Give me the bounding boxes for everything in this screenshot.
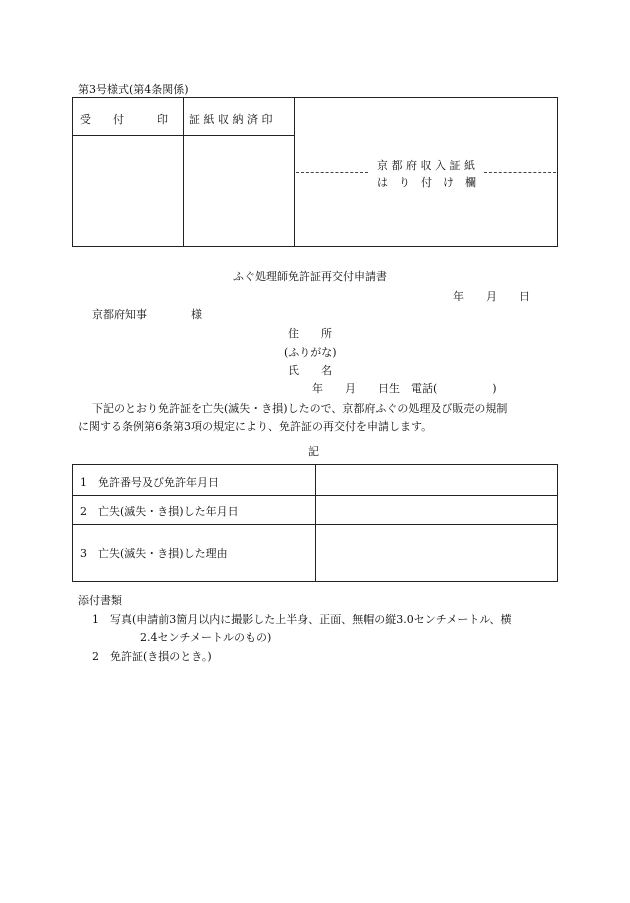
- attachment-item-1-cont: 2.4センチメートルのもの): [140, 631, 272, 644]
- loss-date-field[interactable]: [318, 497, 556, 523]
- attachment-item-1: 1 写真(申請前3箇月以内に撮影した上半身、正面、無帽の縦3.0センチメートル、横: [92, 613, 512, 626]
- date-line: 年 月 日: [453, 290, 530, 303]
- license-number-field[interactable]: [318, 466, 556, 494]
- stamp-area-label-2: は り 付 け 欄: [377, 176, 476, 189]
- addressee: 京都府知事 様: [92, 308, 202, 321]
- stamp-collected-label: 証 紙 収 納 済 印: [189, 113, 273, 126]
- attachment-item-2: 2 免許証(き損のとき。): [92, 650, 212, 663]
- loss-reason-field[interactable]: [318, 526, 556, 580]
- table-row-label: 3 亡失(滅失・き損)した理由: [80, 547, 228, 560]
- form-number: 第3号様式(第4条関係): [78, 83, 189, 96]
- ki-mark: 記: [308, 445, 319, 458]
- name-label: 氏 名: [288, 364, 332, 377]
- furigana-label: (ふりがな): [284, 346, 337, 359]
- table-row-label: 1 免許番号及び免許年月日: [80, 476, 219, 489]
- address-label: 住 所: [288, 327, 332, 340]
- table-row-label: 2 亡失(滅失・き損)した年月日: [80, 505, 239, 518]
- body-line-2: に関する条例第6条第3項の規定により、免許証の再交付を申請します。: [78, 420, 433, 433]
- attachments-heading: 添付書類: [78, 594, 122, 607]
- birth-phone-line: 年 月 日生 電話( ): [312, 382, 497, 395]
- body-line-1: 下記のとおり免許証を亡失(滅失・き損)したので、京都府ふぐの処理及び販売の規制: [92, 402, 508, 415]
- receipt-stamp-label: 受 付 印: [80, 113, 168, 126]
- document-title: ふぐ処理師免許証再交付申請書: [233, 270, 387, 283]
- stamp-area-label-1: 京 都 府 収 入 証 紙: [377, 159, 475, 172]
